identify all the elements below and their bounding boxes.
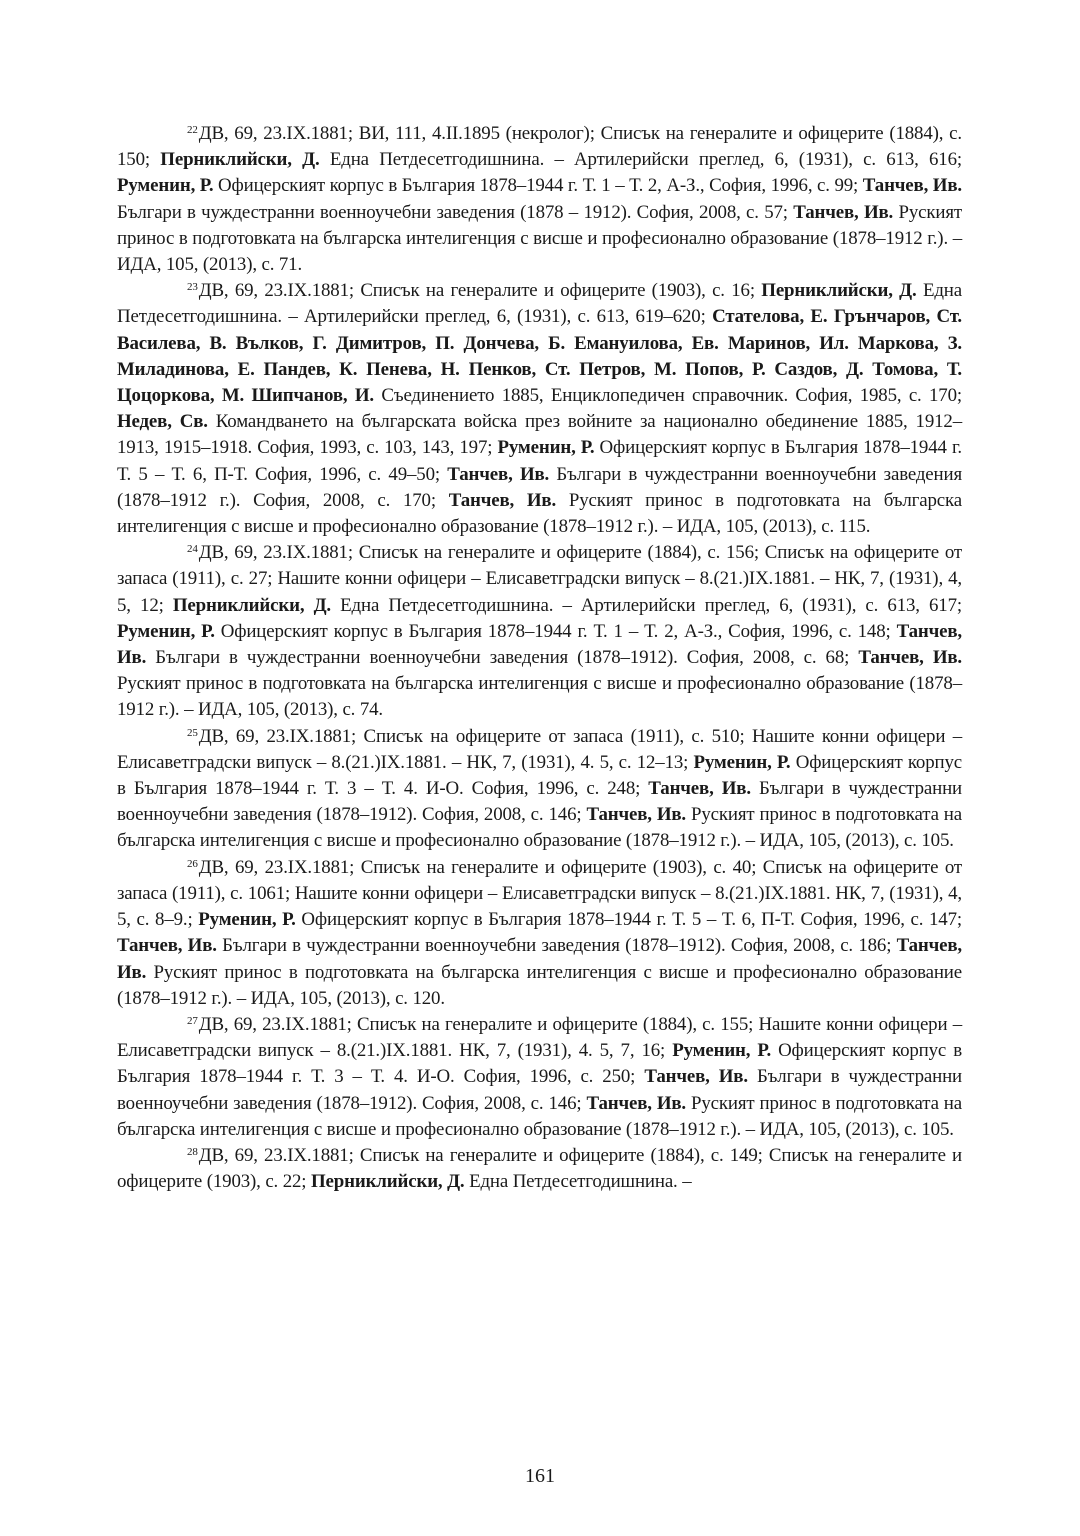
footnote-text: ДВ, 69, 23.IX.1881; Списък на генералите и офицерите (1903), с. 16; [198, 280, 762, 302]
footnote-text: Офицерският корпус в България 1878–1944 г. Т. 5 – Т. 6, П-Т. София, 1996, с. 49–50; [117, 437, 962, 485]
author-name: Перниклийски, Д. [172, 594, 331, 616]
footnote-text: Българи в чуждестранни военноучебни заведения (1878–1912). София, 2008, с. 146; [117, 1066, 962, 1114]
footnote-text: Българи в чуждестранни военноучебни заведения (1878–1912). София, 2008, с. 146; [117, 778, 962, 826]
page-number: 161 [525, 1465, 555, 1487]
footnote-number: 22 [187, 124, 198, 136]
footnote-text: ДВ, 69, 23.IX.1881; ВИ, 111, 4.II.1895 (некролог); Списък на генералите и офицерите (1884), с. 150; [117, 123, 962, 171]
footnote-text: Българи в чуждестранни военноучебни заведения (1878 – 1912). София, 2008, с. 57; [117, 201, 794, 223]
author-name: Танчев, Ив. [644, 1066, 748, 1088]
footnote-text: Руският принос в подготовката на българска интелигенция с висше и професионално образование (1878–1912 г.). – ИДА, 105, (2013), с. 71. [117, 201, 962, 276]
footnote-28 [117, 1143, 962, 1195]
footnote-number: 28 [187, 1145, 198, 1158]
author-name: Руменин, Р. [117, 175, 214, 197]
footnote-text: Руският принос в подготовката на българска интелигенция с висше и професионално образование (1878–1912 г.). – ИДА, 105, (2013), с. 115. [117, 489, 962, 538]
footnote-text: Една Петдесетгодишнина. – [464, 1171, 692, 1193]
footnote-text: Офицерският корпус в България 1878–1944 г. Т. 3 – Т. 4. И-О. София, 1996, с. 250; [117, 1040, 962, 1088]
footnote-text: ДВ, 69, 23.IX.1881; Списък на офицерите от запаса (1911), с. 510; Нашите конни офицери – Елисаветградски випуск – 8.(21.)IX.1881. – НК, 7, (1931), 4. 5, с. 12–13; [117, 725, 962, 773]
author-name: Перниклийски, Д. [310, 1171, 465, 1193]
footnote-26 [117, 855, 962, 1012]
footnote-number: 27 [187, 1014, 198, 1027]
footnote-text: Руският принос в подготовката на българска интелигенция с висше и професионално образование (1878–1912 г.). – ИДА, 105, (2013), с. 105. [117, 1092, 962, 1140]
footnote-text: ДВ, 69, 23.IX.1881; Списък на генералите и офицерите (1884), с. 156; Списък на офицерите от запаса (1911), с. 27; Нашите конни офицери – Елисаветградски випуск – 8.(21.)IX.1881. – НК, 7, (1931), 4, 5, 12; [117, 542, 962, 616]
author-name: Перниклийски, Д. [160, 149, 320, 171]
footnote-text: Българи в чуждестранни военноучебни заведения (1878–1912). София, 2008, с. 68; [146, 647, 859, 669]
author-name: Стателова, Е. Грънчаров, Ст. Василева, В. Вълков, Г. Димитров, П. Дончева, Б. Емануилова, Ев. Маринов, Ил. Маркова, З. Миладинова, Е. Пандев, К. Пенева, Н. Пенков, Ст. Петров, М. Попов, Р. Саздов, Д. Томова, Т. Цоцоркова, М. Шипчанов, И. [117, 306, 963, 407]
footnote-23 [117, 278, 962, 540]
footnote-25 [117, 724, 962, 855]
footnote-number: 23 [187, 281, 198, 294]
author-name: Танчев, Ив. [117, 935, 962, 983]
author-name: Танчев, Ив. [793, 201, 894, 223]
footnote-text: Офицерският корпус в България 1878–1944 г. Т. 3 – Т. 4. И-О. София, 1996, с. 248; [117, 751, 962, 800]
footnote-number: 26 [187, 857, 198, 870]
author-name: Танчев, Ив. [862, 175, 962, 197]
author-name: Недев, Св. [117, 411, 208, 433]
footnote-text: Офицерският корпус в България 1878–1944 г. Т. 1 – Т. 2, А-З., София, 1996, с. 148; [214, 620, 897, 642]
author-name: Перниклийски, Д. [761, 280, 917, 302]
footnotes-section [117, 121, 962, 1195]
footnote-22 [117, 121, 962, 278]
author-name: Танчев, Ив. [117, 620, 962, 669]
footnote-text: Българи в чуждестранни военноучебни заведения (1878–1912 г.). София, 2008, с. 170; [117, 463, 962, 511]
footnote-text: Българи в чуждестранни военноучебни заведения (1878–1912). София, 2008, с. 186; [216, 935, 897, 957]
footnote-text: Офицерският корпус в България 1878–1944 г. Т. 5 – Т. 6, П-Т. София, 1996, с. 147; [295, 909, 962, 931]
author-name: Руменин, Р. [198, 909, 296, 931]
author-name: Руменин, Р. [497, 437, 595, 459]
footnote-text: ДВ, 69, 23.IX.1881; Списък на генералите и офицерите (1903), с. 40; Списък на офицерите от запаса (1911), с. 1061; Нашите конни офицери – Елисаветградски випуск – 8.(21.)IX.1881. НК, 7, (1931), 4, 5, с. 8–9.; [117, 856, 962, 931]
footnote-text: ДВ, 69, 23.IX.1881; Списък на генералите и офицерите (1884), с. 155; Нашите конни офицери – Елисаветградски випуск – 8.(21.)IX.1881. НК, 7, (1931), 4. 5, 7, 16; [117, 1013, 962, 1062]
author-name: Танчев, Ив. [117, 935, 217, 957]
author-name: Танчев, Ив. [858, 647, 962, 669]
author-name: Танчев, Ив. [586, 1092, 687, 1114]
footnote-text: Руският принос в подготовката на българска интелигенция с висше и професионално образование (1878–1912 г.). – ИДА, 105, (2013), с. 74. [117, 673, 962, 721]
author-name: Танчев, Ив. [648, 778, 751, 800]
footnote-number: 24 [187, 543, 198, 556]
author-name: Танчев, Ив. [448, 489, 557, 511]
footnote-number: 25 [187, 726, 198, 739]
footnote-24 [117, 540, 962, 723]
author-name: Руменин, Р. [672, 1040, 772, 1062]
author-name: Танчев, Ив. [447, 463, 550, 485]
footnote-27 [117, 1012, 962, 1143]
footnote-text: Офицерският корпус в България 1878–1944 г. Т. 1 – Т. 2, А-З., София, 1996, с. 99; [213, 175, 863, 197]
footnote-text: Съединението 1885, Енциклопедичен справочник. София, 1985, с. 170; [374, 385, 962, 407]
footnote-text: Командването на българската войска през войните за национално обединение 1885, 1912–1913, 1915–1918. София, 1993, с. 103, 143, 197; [117, 411, 963, 459]
footnote-text: ДВ, 69, 23.IX.1881; Списък на генералите и офицерите (1884), с. 149; Списък на генералите и офицерите (1903), с. 22; [117, 1144, 962, 1193]
footnote-text: Една Петдесетгодишнина. – Артилерийски преглед, 6, (1931), с. 613, 619–620; [117, 280, 962, 328]
author-name: Танчев, Ив. [586, 804, 687, 826]
footnote-text: Една Петдесетгодишнина. – Артилерийски преглед, 6, (1931), с. 613, 616; [319, 149, 962, 171]
author-name: Руменин, Р. [693, 751, 791, 773]
footnote-text: Руският принос в подготовката на българска интелигенция с висше и професионално образование (1878–1912 г.). – ИДА, 105, (2013), с. 120. [117, 961, 962, 1009]
footnote-text: Една Петдесетгодишнина. – Артилерийски преглед, 6, (1931), с. 613, 617; [331, 594, 962, 616]
author-name: Руменин, Р. [117, 620, 215, 642]
footnote-text: Руският принос в подготовката на българска интелигенция с висше и професионално образование (1878–1912 г.). – ИДА, 105, (2013), с. 105. [117, 804, 962, 852]
